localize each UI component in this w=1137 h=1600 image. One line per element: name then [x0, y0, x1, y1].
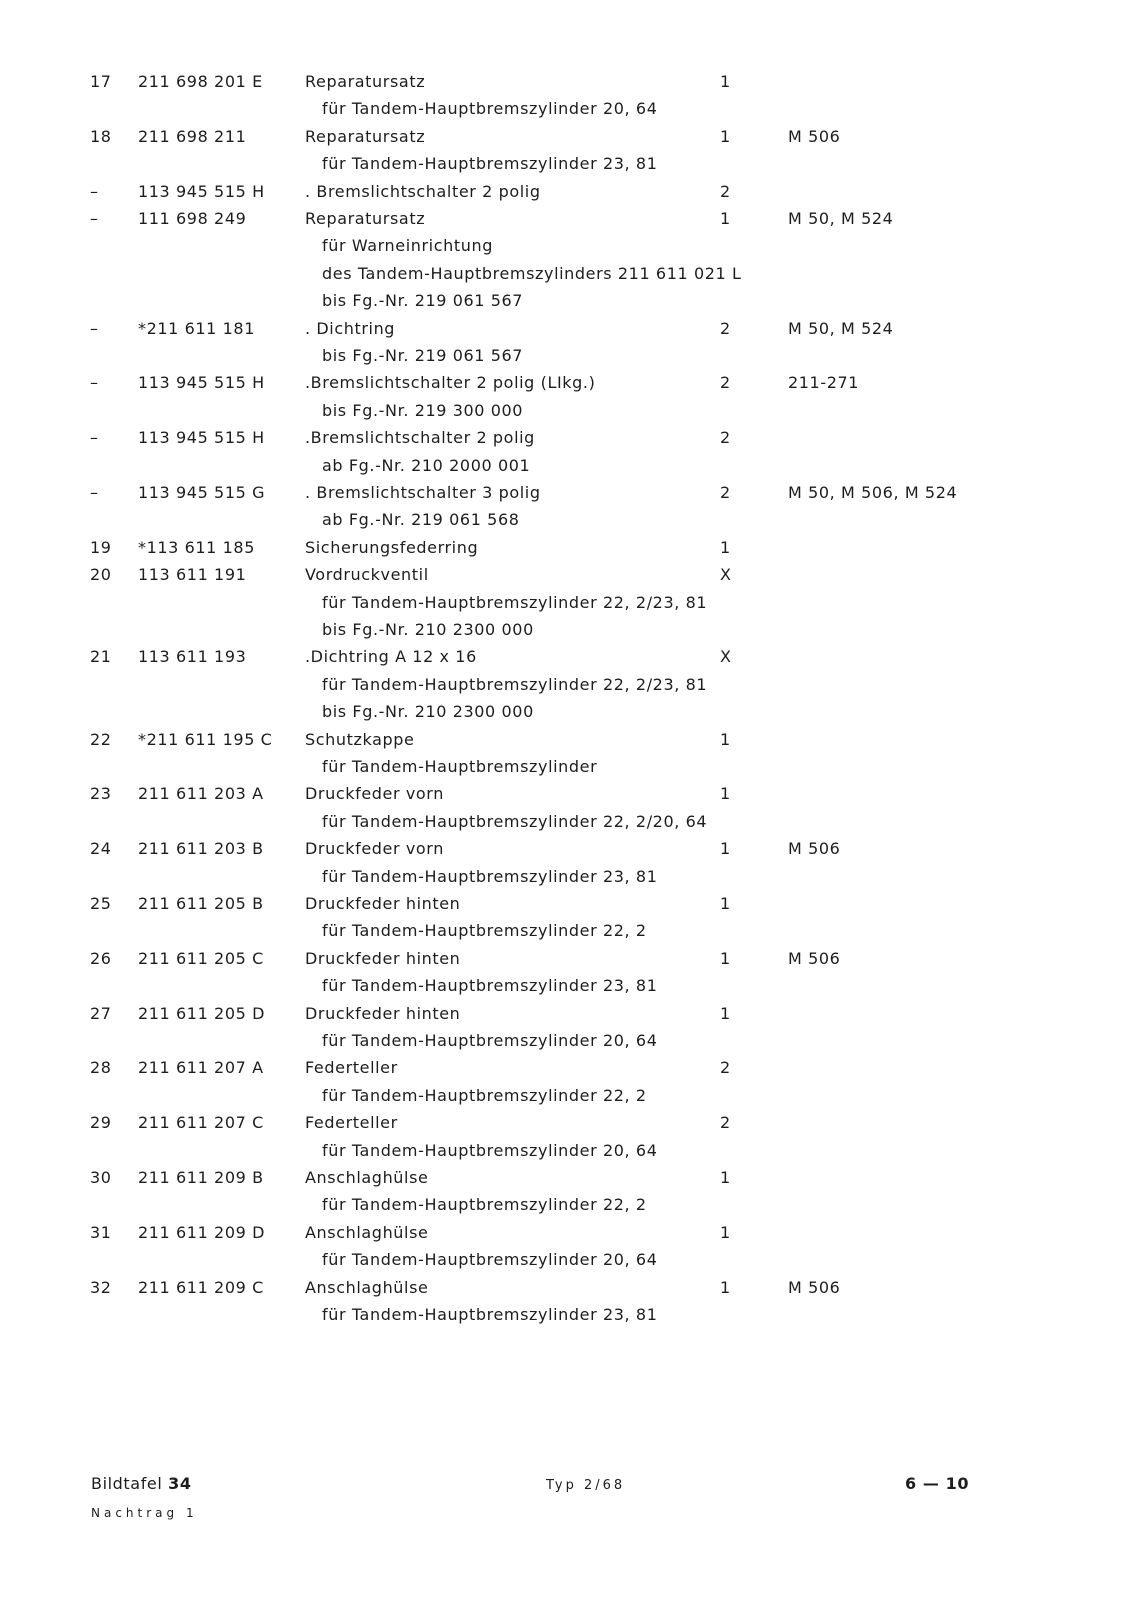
list-item — [0, 424, 1137, 451]
item-quantity: 2 — [720, 483, 731, 502]
item-number: – — [90, 483, 99, 502]
list-item — [0, 1274, 1137, 1301]
item-sub-line: für Tandem-Hauptbremszylinder 20, 64 — [322, 1031, 658, 1050]
item-description: . Bremslichtschalter 3 polig — [305, 483, 541, 502]
item-sub-line: für Tandem-Hauptbremszylinder 20, 64 — [322, 1250, 658, 1270]
part-number: 113 945 515 H — [138, 181, 265, 201]
item-quantity: 1 — [720, 729, 731, 749]
item-description: Druckfeder hinten — [305, 1003, 461, 1023]
item-number: – — [90, 373, 99, 393]
item-number: 21 — [90, 647, 112, 667]
list-item — [0, 315, 1137, 342]
item-number: 23 — [90, 784, 112, 804]
list-item — [0, 1164, 1137, 1191]
item-quantity: 1 — [720, 1222, 731, 1242]
part-number: 113 945 515 G — [138, 483, 266, 502]
list-item — [0, 780, 1137, 807]
list-item — [0, 123, 1137, 150]
part-number: 113 611 191 — [138, 565, 247, 585]
item-description: Druckfeder hinten — [305, 948, 461, 968]
list-item — [0, 178, 1137, 205]
plate-label: Bildtafel — [91, 1474, 163, 1493]
supplement-label: Nachtrag 1 — [91, 1506, 198, 1520]
item-quantity: 1 — [720, 1277, 731, 1297]
item-description: Druckfeder hinten — [305, 894, 461, 913]
type-label: Typ 2/68 — [546, 1478, 626, 1493]
item-description: Federteller — [305, 1058, 398, 1078]
item-quantity: 1 — [720, 948, 731, 968]
item-sub-line: für Tandem-Hauptbremszylinder 22, 2/23, 81 — [322, 674, 708, 694]
item-sub-line: für Tandem-Hauptbremszylinder 22, 2/23, 81 — [322, 592, 708, 612]
item-remark: M 506 — [788, 126, 841, 146]
item-remark: M 506 — [788, 948, 841, 968]
list-item — [0, 945, 1137, 972]
part-number: 211 611 205 D — [138, 1003, 265, 1023]
list-item — [0, 369, 1137, 396]
item-sub-line: für Tandem-Hauptbremszylinder 23, 81 — [322, 976, 658, 996]
item-number: 31 — [90, 1222, 112, 1242]
item-remark: M 506 — [788, 1277, 841, 1297]
item-remark: M 50, M 506, M 524 — [788, 483, 958, 502]
item-remark: M 50, M 524 — [788, 209, 894, 228]
item-quantity: 2 — [720, 373, 731, 393]
plate-number: 34 — [168, 1474, 192, 1493]
part-number: 211 611 205 C — [138, 948, 264, 968]
item-number: – — [90, 181, 99, 201]
item-remark: M 50, M 524 — [788, 318, 894, 338]
item-quantity: 1 — [720, 126, 731, 146]
part-number: 113 945 515 H — [138, 428, 265, 448]
part-number: *211 611 181 — [138, 318, 255, 338]
item-number: 27 — [90, 1003, 112, 1023]
item-description: .Bremslichtschalter 2 polig — [305, 428, 535, 448]
item-quantity: 1 — [720, 1003, 731, 1023]
list-item — [0, 1109, 1137, 1136]
list-item — [0, 561, 1137, 588]
item-quantity: 1 — [720, 537, 731, 557]
item-quantity: 1 — [720, 209, 731, 228]
item-description: Federteller — [305, 1113, 398, 1133]
item-description: . Bremslichtschalter 2 polig — [305, 181, 541, 201]
item-description: Reparatursatz — [305, 126, 426, 146]
item-sub-line: für Tandem-Hauptbremszylinder 22, 2 — [322, 1085, 647, 1105]
part-number: 211 611 205 B — [138, 894, 264, 913]
item-remark: M 506 — [788, 839, 841, 859]
item-number: 32 — [90, 1277, 112, 1297]
item-description: Reparatursatz — [305, 72, 426, 91]
item-description: Druckfeder vorn — [305, 784, 444, 804]
item-description: Sicherungsfederring — [305, 537, 479, 557]
part-number: 211 611 209 C — [138, 1277, 264, 1297]
item-number: 20 — [90, 565, 112, 585]
item-description: Anschlaghülse — [305, 1277, 429, 1297]
item-quantity: 2 — [720, 1058, 731, 1078]
item-sub-line: für Tandem-Hauptbremszylinder 22, 2/20, 64 — [322, 811, 708, 831]
item-number: 26 — [90, 948, 112, 968]
list-item — [0, 68, 1137, 95]
item-description: Reparatursatz — [305, 209, 426, 228]
item-number: 22 — [90, 729, 112, 749]
list-item — [0, 205, 1137, 232]
part-number: 111 698 249 — [138, 209, 247, 228]
list-item — [0, 479, 1137, 506]
list-item — [0, 835, 1137, 862]
list-item — [0, 1000, 1137, 1027]
item-sub-line: für Warneinrichtung — [322, 236, 493, 256]
item-description: Schutzkappe — [305, 729, 415, 749]
item-number: 29 — [90, 1113, 112, 1133]
item-sub-line: für Tandem-Hauptbremszylinder — [322, 757, 598, 776]
item-sub-line: für Tandem-Hauptbremszylinder 22, 2 — [322, 1195, 647, 1215]
item-number: 19 — [90, 537, 112, 557]
part-number: 211 698 201 E — [138, 72, 263, 91]
item-sub-line: für Tandem-Hauptbremszylinder 23, 81 — [322, 866, 658, 886]
item-description: . Dichtring — [305, 318, 396, 338]
item-quantity: 1 — [720, 784, 731, 804]
part-number: 113 945 515 H — [138, 373, 265, 393]
item-quantity: X — [720, 647, 732, 667]
item-description: Anschlaghülse — [305, 1222, 429, 1242]
item-number: 24 — [90, 839, 112, 859]
item-sub-line: für Tandem-Hauptbremszylinder 20, 64 — [322, 99, 658, 119]
item-quantity: 1 — [720, 72, 731, 91]
part-number: 211 698 211 — [138, 126, 247, 146]
item-sub-line: bis Fg.-Nr. 219 061 567 — [322, 346, 524, 365]
item-number: – — [90, 209, 99, 228]
item-number: 30 — [90, 1168, 112, 1187]
item-quantity: 1 — [720, 1168, 731, 1187]
list-item — [0, 643, 1137, 670]
item-description: Druckfeder vorn — [305, 839, 444, 859]
item-description: .Bremslichtschalter 2 polig (LIkg.) — [305, 373, 596, 393]
item-description: Anschlaghülse — [305, 1168, 429, 1187]
item-number: – — [90, 318, 99, 338]
part-number: 211 611 203 A — [138, 784, 264, 804]
item-sub-line: bis Fg.-Nr. 210 2300 000 — [322, 702, 534, 722]
item-quantity: 2 — [720, 1113, 731, 1133]
item-sub-line: ab Fg.-Nr. 219 061 568 — [322, 510, 520, 530]
list-item — [0, 890, 1137, 917]
page-reference: 6 — 10 — [905, 1474, 970, 1493]
item-description: .Dichtring A 12 x 16 — [305, 647, 477, 667]
plate-reference — [91, 1474, 192, 1493]
part-number: 211 611 207 C — [138, 1113, 264, 1133]
part-number: 211 611 209 D — [138, 1222, 265, 1242]
item-quantity: 1 — [720, 894, 731, 913]
item-sub-line: für Tandem-Hauptbremszylinder 23, 81 — [322, 1305, 658, 1324]
item-sub-line: bis Fg.-Nr. 219 061 567 — [322, 291, 524, 311]
part-number: 113 611 193 — [138, 647, 247, 667]
item-number: 17 — [90, 72, 112, 91]
item-description: Vordruckventil — [305, 565, 429, 585]
item-quantity: 2 — [720, 318, 731, 338]
item-quantity: X — [720, 565, 732, 585]
item-sub-line: des Tandem-Hauptbremszylinders 211 611 021 L — [322, 263, 742, 283]
item-quantity: 1 — [720, 839, 731, 859]
item-sub-line: für Tandem-Hauptbremszylinder 20, 64 — [322, 1140, 658, 1160]
part-number: 211 611 207 A — [138, 1058, 264, 1078]
list-item — [0, 726, 1137, 753]
item-number: 25 — [90, 894, 112, 913]
list-item — [0, 1054, 1137, 1081]
item-sub-line: bis Fg.-Nr. 219 300 000 — [322, 400, 524, 420]
item-remark: 211-271 — [788, 373, 860, 393]
list-item — [0, 1219, 1137, 1246]
item-number: 18 — [90, 126, 112, 146]
item-number: 28 — [90, 1058, 112, 1078]
item-number: – — [90, 428, 99, 448]
item-quantity: 2 — [720, 428, 731, 448]
item-sub-line: für Tandem-Hauptbremszylinder 23, 81 — [322, 154, 658, 174]
part-number: *211 611 195 C — [138, 729, 273, 749]
item-sub-line: bis Fg.-Nr. 210 2300 000 — [322, 620, 534, 639]
list-item — [0, 534, 1137, 561]
part-number: *113 611 185 — [138, 537, 255, 557]
item-quantity: 2 — [720, 181, 731, 201]
part-number: 211 611 209 B — [138, 1168, 264, 1187]
part-number: 211 611 203 B — [138, 839, 264, 859]
item-sub-line: ab Fg.-Nr. 210 2000 001 — [322, 455, 531, 475]
item-sub-line: für Tandem-Hauptbremszylinder 22, 2 — [322, 921, 647, 941]
